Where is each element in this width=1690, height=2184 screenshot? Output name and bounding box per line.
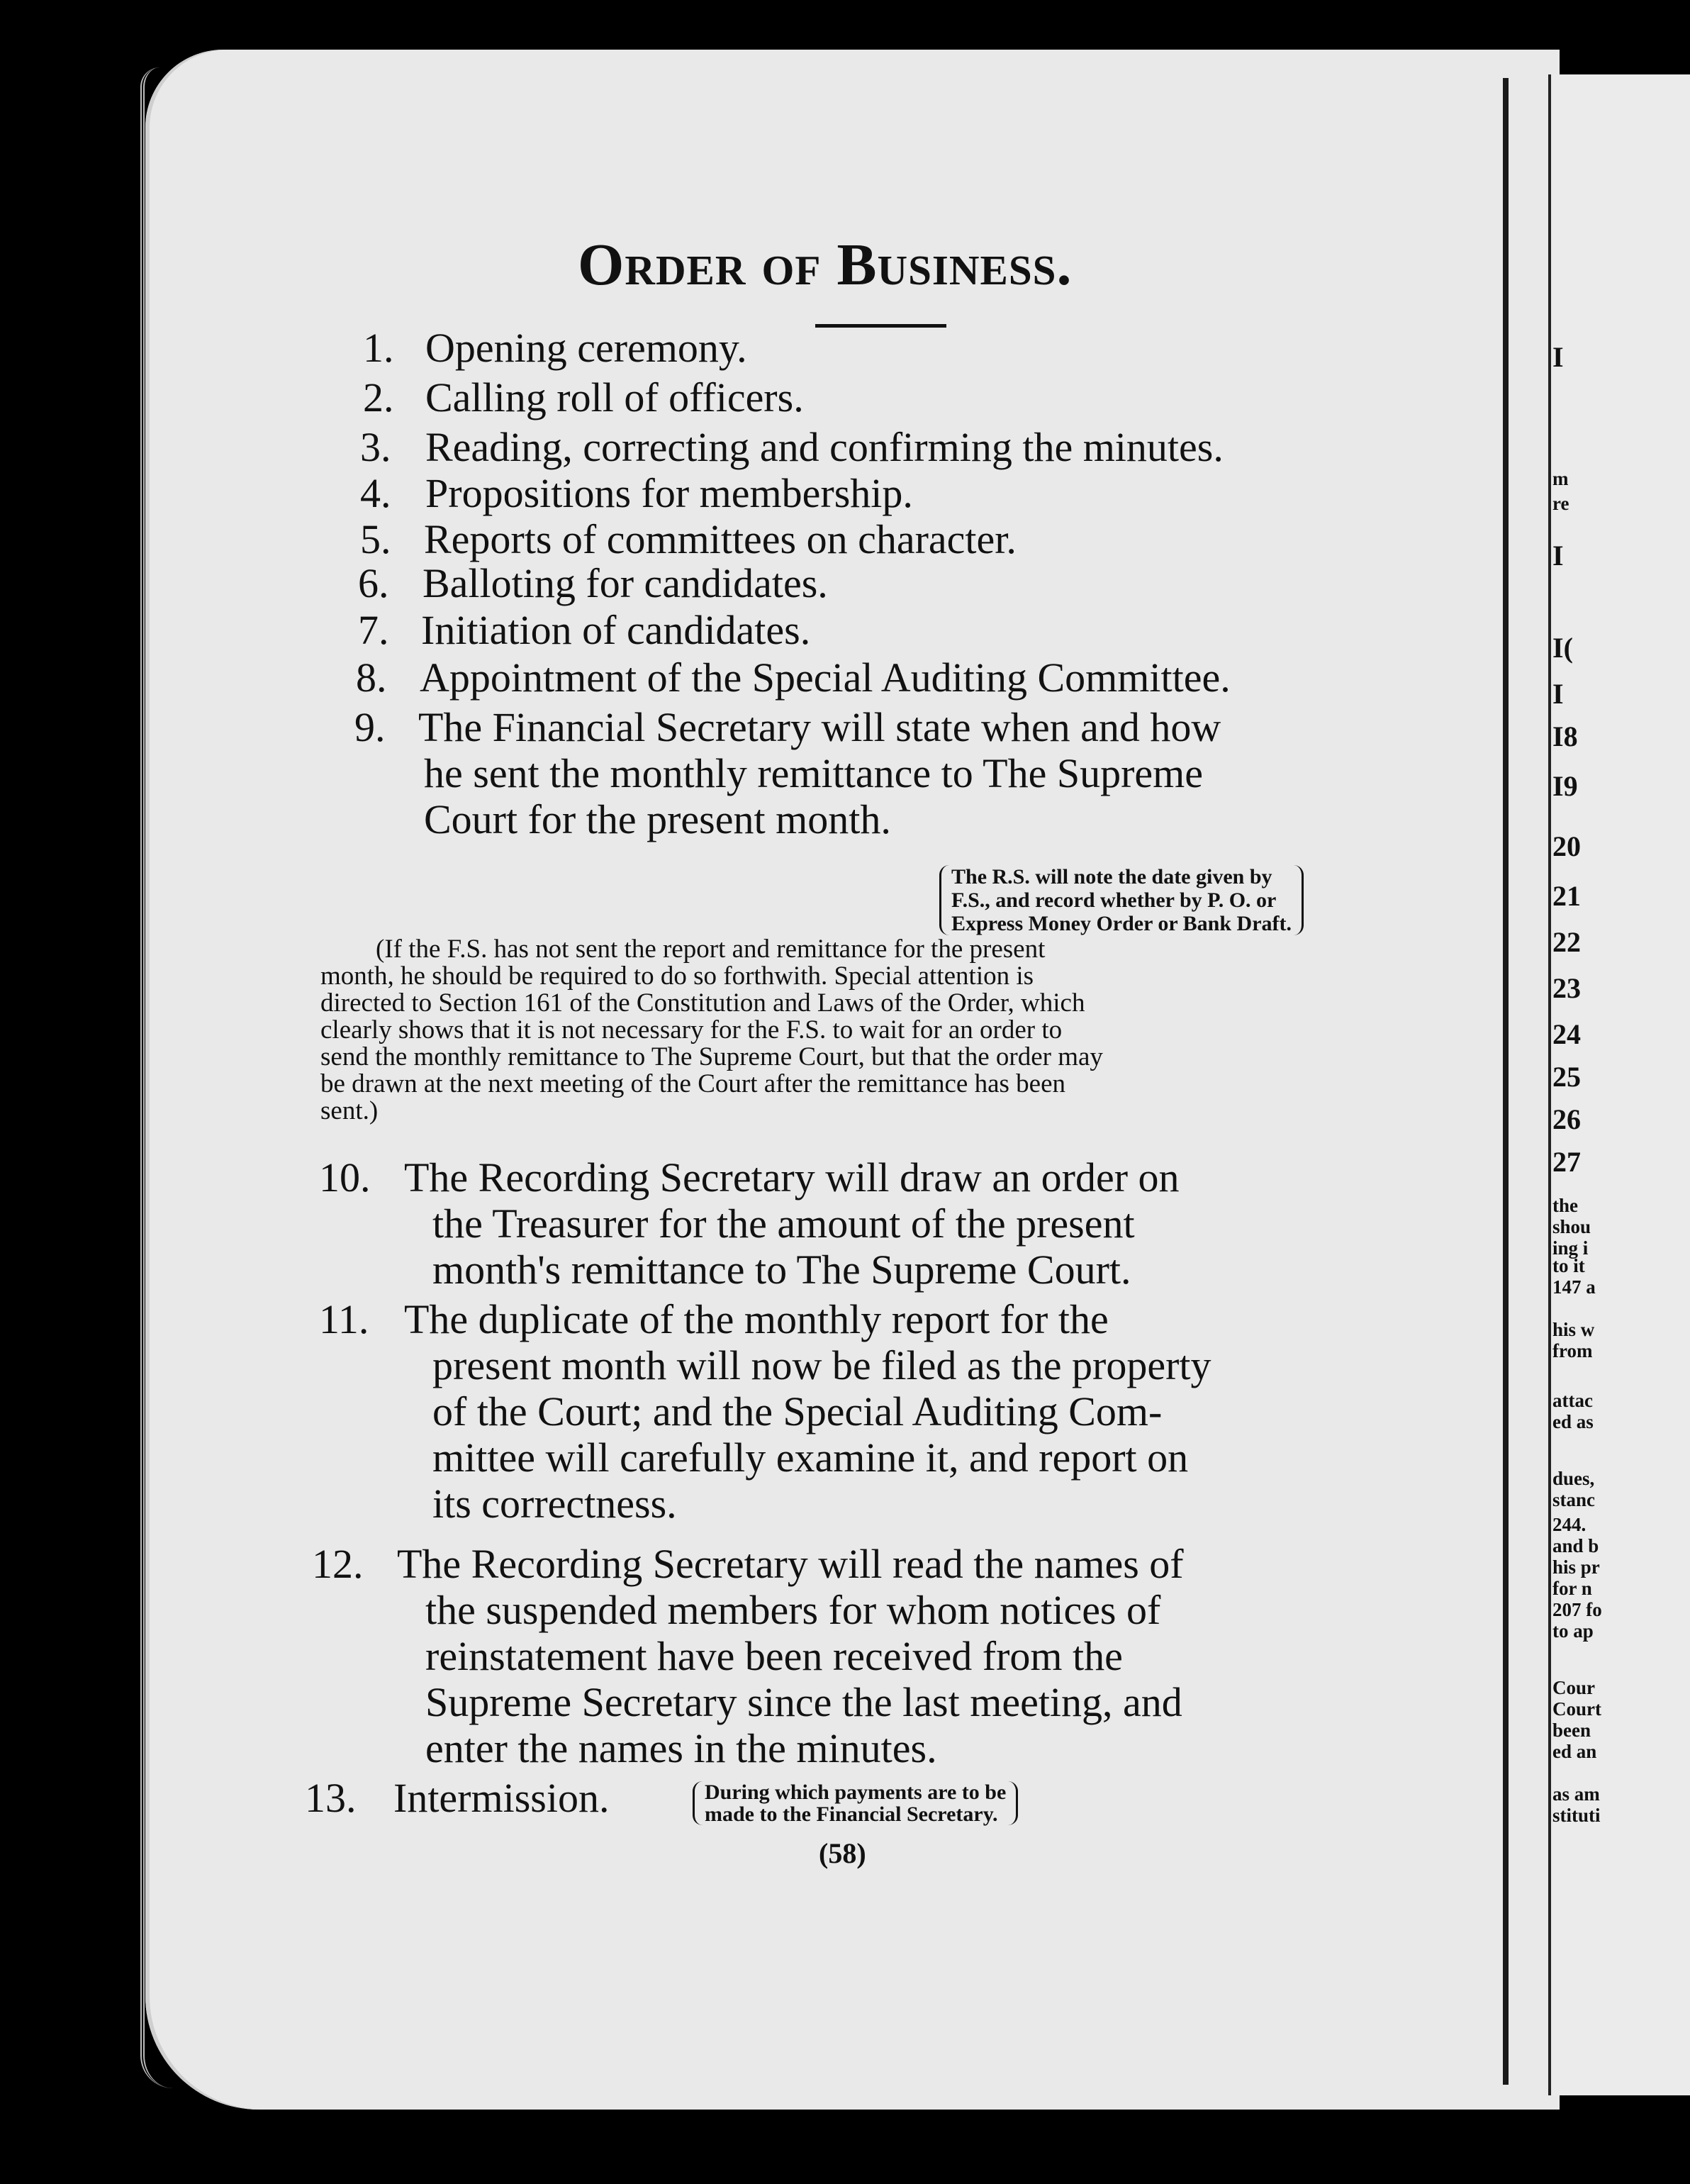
next-page-text: 24 [1552, 1018, 1581, 1050]
next-page-text: 244. [1552, 1514, 1587, 1535]
list-item: Intermission. [393, 1775, 610, 1821]
intermission-note-line: made to the Financial Secretary. [705, 1803, 998, 1826]
fs-note-line: (If the F.S. has not sent the report and remittance for the present [376, 935, 1046, 964]
list-item-line: the suspended members for whom notices of [425, 1587, 1161, 1633]
rs-note-line: The R.S. will note the date given by [951, 865, 1272, 888]
list-item: Reports of committees on character. [424, 516, 1017, 562]
list-item: Opening ceremony. [425, 325, 747, 371]
next-page-text: Court [1552, 1698, 1601, 1720]
next-page-text: and b [1552, 1535, 1599, 1556]
next-page-text: been [1552, 1720, 1591, 1741]
item-number: 7. [358, 607, 389, 653]
list-item: Reading, correcting and confirming the minutes. [425, 424, 1224, 470]
next-page-text: ed as [1552, 1411, 1594, 1432]
list-item-line: present month will now be filed as the property [432, 1342, 1211, 1388]
list-item-line: The Recording Secretary will read the names of [397, 1541, 1184, 1587]
next-page-text: as am [1552, 1783, 1600, 1805]
list-item-line: he sent the monthly remittance to The Supreme [424, 750, 1204, 796]
page-title: Order of Business. [578, 232, 1073, 298]
next-page-text: from [1552, 1340, 1593, 1361]
next-page-text: 22 [1552, 926, 1581, 958]
list-item-line: the Treasurer for the amount of the present [432, 1200, 1135, 1247]
next-page-text: the [1552, 1195, 1578, 1216]
list-item-line: The Financial Secretary will state when and how [418, 704, 1221, 750]
next-page-text: his w [1552, 1319, 1595, 1340]
next-page-text: I [1552, 341, 1564, 373]
next-page-text: I [1552, 540, 1564, 572]
item-number: 1. [363, 325, 394, 371]
page-number: (58) [819, 1837, 866, 1869]
list-item-line: of the Court; and the Special Auditing Com- [432, 1388, 1163, 1434]
fs-note-line: month, he should be required to do so forthwith. Special attention is [320, 962, 1034, 991]
next-page-text: ing i [1552, 1237, 1589, 1259]
item-number: 2. [363, 374, 394, 420]
item-number: 9. [354, 704, 386, 750]
next-page-text: for n [1552, 1578, 1592, 1599]
next-page-text: shou [1552, 1216, 1591, 1237]
next-page-text: 20 [1552, 830, 1581, 862]
list-item: Balloting for candidates. [422, 560, 828, 606]
next-page-edge [1548, 74, 1551, 2095]
next-page-text: re [1552, 493, 1569, 514]
item-number: 5. [360, 516, 391, 562]
item-number: 11. [319, 1296, 369, 1342]
next-page-text: 26 [1552, 1103, 1581, 1135]
item-number: 8. [356, 654, 387, 701]
next-page-text: his pr [1552, 1556, 1600, 1578]
next-page-text: I9 [1552, 770, 1578, 802]
next-page-text: 147 a [1552, 1276, 1596, 1298]
list-item-line: enter the names in the minutes. [425, 1725, 937, 1771]
next-page-text: to it [1552, 1255, 1585, 1276]
next-page-text: Cour [1552, 1677, 1595, 1698]
rs-note-line: Express Money Order or Bank Draft. [951, 912, 1292, 935]
next-page-text: 25 [1552, 1061, 1581, 1093]
list-item-line: its correctness. [432, 1481, 677, 1527]
item-number: 13. [305, 1775, 357, 1821]
next-page-text: 27 [1552, 1146, 1581, 1178]
item-number: 10. [319, 1154, 371, 1200]
title-rule [815, 324, 946, 328]
list-item: Calling roll of officers. [425, 374, 804, 420]
fs-note-line: sent.) [320, 1096, 379, 1125]
list-item: Initiation of candidates. [421, 607, 811, 653]
next-page-text: attac [1552, 1390, 1593, 1411]
list-item-line: The duplicate of the monthly report for the [404, 1296, 1109, 1342]
next-page-text: stituti [1552, 1805, 1601, 1826]
next-page-text: 23 [1552, 972, 1581, 1004]
item-number: 3. [360, 424, 391, 470]
rs-note-line: F.S., and record whether by P. O. or [951, 888, 1277, 912]
next-page-text: 21 [1552, 880, 1581, 912]
next-page-text: to ap [1552, 1620, 1594, 1642]
list-item-line: month's remittance to The Supreme Court. [432, 1247, 1131, 1293]
list-item-line: reinstatement have been received from the [425, 1633, 1123, 1679]
fs-note-line: directed to Section 161 of the Constitution and Laws of the Order, which [320, 988, 1085, 1018]
next-page-text: stanc [1552, 1489, 1595, 1510]
list-item: Propositions for membership. [425, 470, 913, 516]
list-item-line: The Recording Secretary will draw an order on [404, 1154, 1180, 1200]
next-page-text: dues, [1552, 1468, 1595, 1489]
item-number: 4. [360, 470, 391, 516]
list-item-line: Supreme Secretary since the last meeting, and [425, 1679, 1182, 1725]
fs-note-line: clearly shows that it is not necessary for the F.S. to wait for an order to [320, 1015, 1063, 1044]
intermission-note-line: During which payments are to be [705, 1781, 1007, 1804]
list-item-line: Court for the present month. [424, 796, 891, 842]
next-page-text: I [1552, 678, 1564, 710]
item-number: 12. [312, 1541, 364, 1587]
next-page-text: m [1552, 468, 1569, 489]
fs-note-line: send the monthly remittance to The Supreme Court, but that the order may [320, 1042, 1103, 1071]
fs-note-line: be drawn at the next meeting of the Court after the remittance has been [320, 1069, 1065, 1098]
item-number: 6. [358, 560, 389, 606]
list-item: Appointment of the Special Auditing Committee. [420, 654, 1231, 701]
next-page-text: I( [1552, 632, 1573, 664]
next-page-text: I8 [1552, 720, 1578, 752]
list-item-line: mittee will carefully examine it, and report on [432, 1434, 1189, 1481]
rs-note [939, 865, 1304, 935]
next-page-fragment [1552, 74, 1690, 2095]
book-gutter [1503, 78, 1509, 2085]
intermission-note [693, 1781, 1018, 1825]
next-page-text: 207 fo [1552, 1599, 1602, 1620]
next-page-text: ed an [1552, 1741, 1597, 1762]
